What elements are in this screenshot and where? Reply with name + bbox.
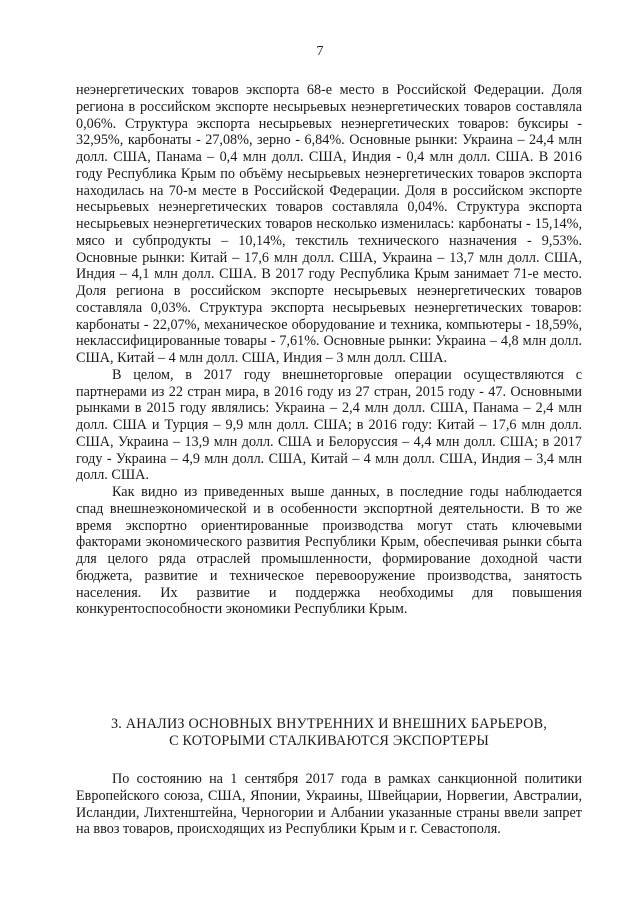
section-paragraph: По состоянию на 1 сентября 2017 года в рамках санкционной политики Европейского союза, США, Японии, Украины, Швейцарии, Норвегии, Австралии, Исландии, Лихтенштейна, Черногории и Албании указанные страны ввели запрет на ввоз товаров, происходящих из Республики Крым и г. Севастополя. <box>76 771 582 838</box>
paragraph-1: неэнергетических товаров экспорта 68-е место в Российской Федерации. Доля региона в российском экспорте несырьевых неэнергетических товаров составляла 0,06%. Структура экспорта несырьевых неэнергетических товаров: буксиры - 32,95%, карбонаты - 27,08%, зерно - 6,84%. Основные рынки: Украина – 24,4 млн долл. США, Панама – 0,4 млн долл. США, Индия - 0,4 млн долл. США. В 2016 году Республика Крым по объёму несырьевых неэнергетических товаров экспорта находилась на 70-м месте в Российской Федерации. Доля в российском экспорте несырьевых неэнергетических товаров составляла 0,04%. Структура экспорта несырьевых неэнергетических товаров несколько изменилась: карбонаты - 15,14%, мясо и субпродукты – 10,14%, текстиль технического назначения - 9,53%. Основные рынки: Китай – 17,6 млн долл. США, Украина – 13,7 млн долл. США, Индия – 4,1 млн долл. США. В 2017 году Республика Крым занимает 71-е место. Доля региона в российском экспорте несырьевых неэнергетических товаров составляла 0,03%. Структура экспорта несырьевых неэнергетических товаров: карбонаты - 22,07%, механическое оборудование и техника, компьютеры - 18,59%, неклассифицированные товары - 7,61%. Основные рынки: Украина – 4,8 млн долл. США, Китай – 4 млн долл. США, Индия – 3 млн долл. США. <box>76 82 582 366</box>
section-body <box>76 771 582 838</box>
page-number: 7 <box>316 44 324 59</box>
paragraph-3: Как видно из приведенных выше данных, в последние годы наблюдается спад внешнеэкономической и в особенности экспортной деятельности. В то же время экспортно ориентированные производства могут стать ключевыми факторами экономического развития Республики Крым, обеспечивая рынки сбыта для целого ряда отраслей промышленности, формирование доходной части бюджета, развитие и техническое перевооружение производства, занятость населения. Их развитие и поддержка необходимы для повышения конкурентоспособности экономики Республики Крым. <box>76 484 582 618</box>
section-heading-line-1: 3. АНАЛИЗ ОСНОВНЫХ ВНУТРЕННИХ И ВНЕШНИХ БАРЬЕРОВ, <box>111 716 547 732</box>
section-heading <box>76 716 582 750</box>
paragraph-2: В целом, в 2017 году внешнеторговые операции осуществляются с партнерами из 22 стран мира, в 2016 году из 27 стран, 2015 году - 47. Основными рынками в 2015 году являлись: Украина – 2,4 млн долл. США, Панама – 2,4 млн долл. США и Турция – 9,9 млн долл. США; в 2016 году: Китай – 17,6 млн долл. США, Украина – 13,9 млн долл. США и Белоруссия – 4,4 млн долл. США; в 2017 году - Украина – 4,9 млн долл. США, Китай – 4 млн долл. США, Индия – 3,4 млн долл. США. <box>76 366 582 484</box>
body-text <box>76 82 582 618</box>
section-heading-line-2: С КОТОРЫМИ СТАЛКИВАЮТСЯ ЭКСПОРТЕРЫ <box>169 733 489 749</box>
